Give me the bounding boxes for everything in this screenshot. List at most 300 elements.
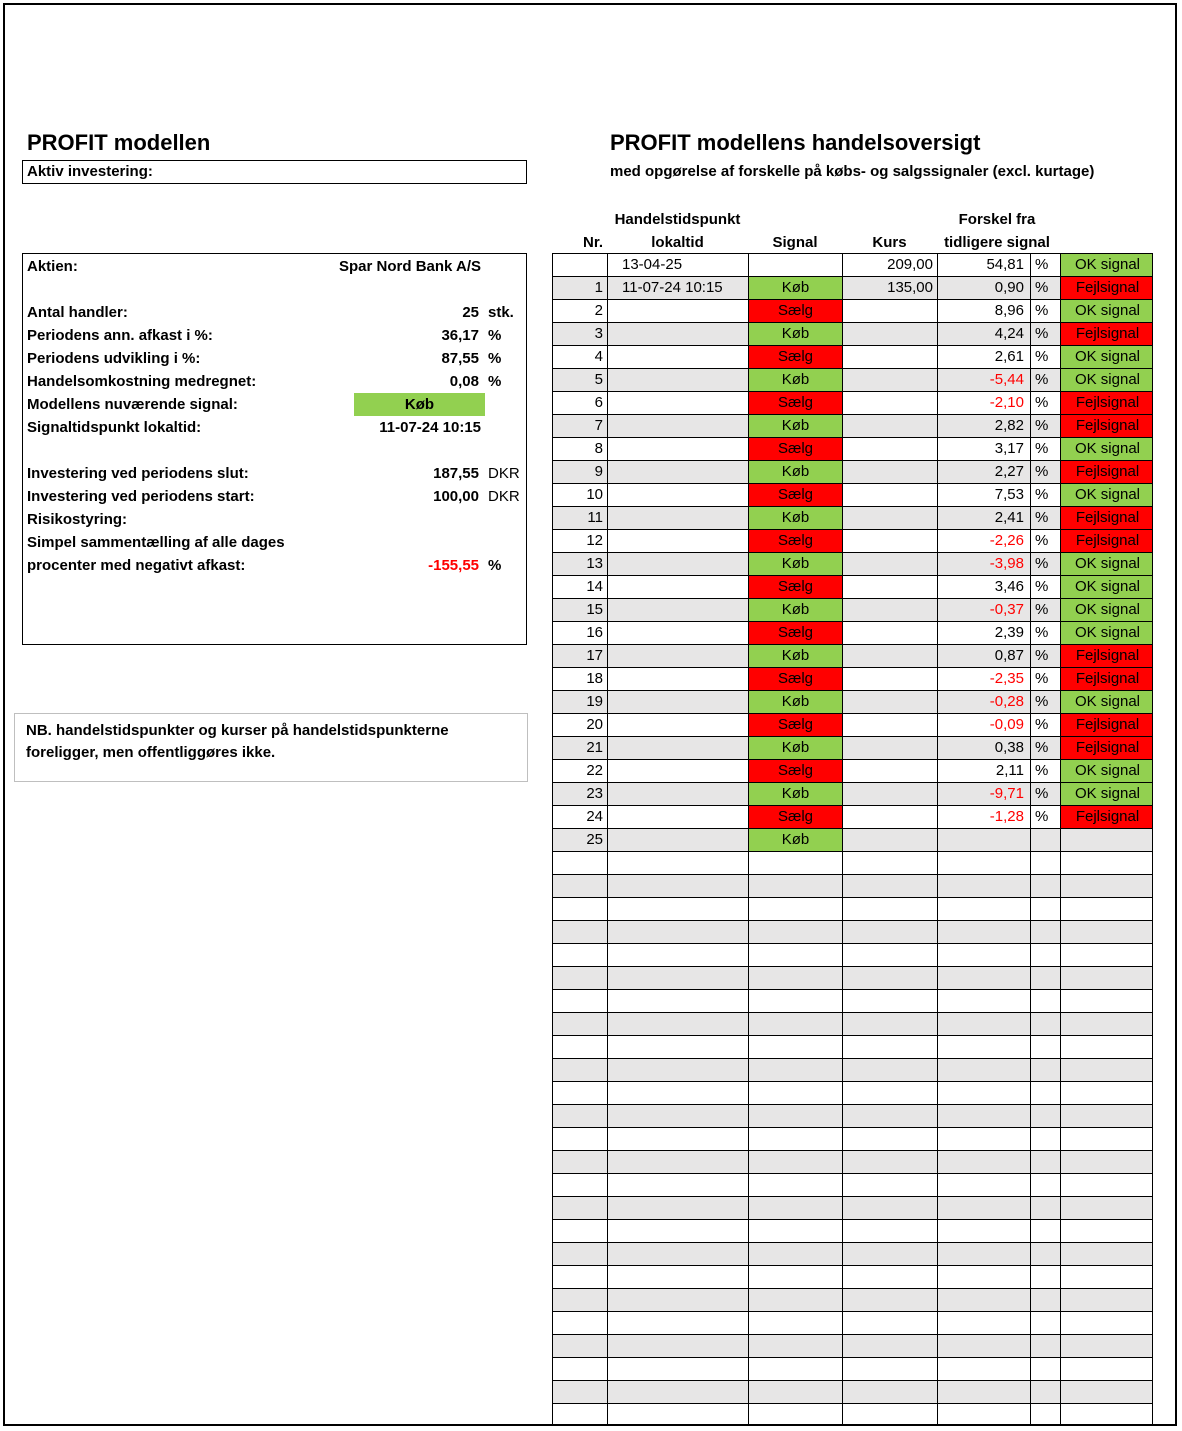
cell-kurs[interactable] <box>843 1289 938 1311</box>
cell-diff[interactable] <box>938 1243 1031 1265</box>
cell-diff[interactable] <box>938 829 1031 851</box>
cell-pct[interactable]: % <box>1031 346 1061 368</box>
cell-status[interactable]: Fejlsignal <box>1061 507 1153 529</box>
cell-kurs[interactable] <box>843 806 938 828</box>
cell-signal[interactable]: Sælg <box>749 714 843 736</box>
cell-signal[interactable]: Sælg <box>749 438 843 460</box>
cell-diff[interactable]: 8,96 <box>938 300 1031 322</box>
cell-diff[interactable] <box>938 967 1031 989</box>
cell-diff[interactable] <box>938 1335 1031 1357</box>
cell-time[interactable] <box>608 760 749 782</box>
cell-pct[interactable] <box>1031 1036 1061 1058</box>
cell-pct[interactable] <box>1031 1312 1061 1334</box>
cell-time[interactable] <box>608 438 749 460</box>
cell-diff[interactable] <box>938 852 1031 874</box>
cell-status[interactable]: Fejlsignal <box>1061 645 1153 667</box>
cell-pct[interactable] <box>1031 875 1061 897</box>
cell-pct[interactable]: % <box>1031 392 1061 414</box>
cell-signal[interactable]: Sælg <box>749 622 843 644</box>
cell-pct[interactable] <box>1031 1105 1061 1127</box>
cell-diff[interactable]: -9,71 <box>938 783 1031 805</box>
cell-diff[interactable] <box>938 1013 1031 1035</box>
cell-time[interactable] <box>608 1174 749 1196</box>
cell-signal[interactable]: Køb <box>749 323 843 345</box>
cell-status[interactable]: OK signal <box>1061 369 1153 391</box>
cell-kurs[interactable] <box>843 415 938 437</box>
cell-time[interactable] <box>608 1381 749 1403</box>
cell-pct[interactable]: % <box>1031 645 1061 667</box>
cell-nr[interactable] <box>553 1381 608 1403</box>
cell-kurs[interactable] <box>843 921 938 943</box>
cell-signal[interactable]: Sælg <box>749 576 843 598</box>
cell-time[interactable] <box>608 806 749 828</box>
cell-time[interactable] <box>608 484 749 506</box>
cell-status[interactable]: OK signal <box>1061 254 1153 276</box>
cell-signal[interactable] <box>749 1381 843 1403</box>
cell-status[interactable]: OK signal <box>1061 691 1153 713</box>
cell-kurs[interactable] <box>843 668 938 690</box>
cell-status[interactable] <box>1061 1174 1153 1196</box>
cell-time[interactable] <box>608 1197 749 1219</box>
cell-kurs[interactable] <box>843 852 938 874</box>
cell-kurs[interactable] <box>843 875 938 897</box>
cell-diff[interactable] <box>938 1266 1031 1288</box>
cell-pct[interactable]: % <box>1031 530 1061 552</box>
cell-time[interactable] <box>608 1105 749 1127</box>
cell-pct[interactable] <box>1031 1197 1061 1219</box>
cell-pct[interactable]: % <box>1031 277 1061 299</box>
cell-pct[interactable]: % <box>1031 323 1061 345</box>
cell-kurs[interactable] <box>843 599 938 621</box>
cell-nr[interactable]: 19 <box>553 691 608 713</box>
cell-kurs[interactable]: 209,00 <box>843 254 938 276</box>
cell-status[interactable] <box>1061 1404 1153 1426</box>
cell-diff[interactable]: -3,98 <box>938 553 1031 575</box>
cell-pct[interactable]: % <box>1031 461 1061 483</box>
cell-nr[interactable] <box>553 1358 608 1380</box>
cell-signal[interactable]: Sælg <box>749 530 843 552</box>
cell-kurs[interactable] <box>843 1059 938 1081</box>
cell-signal[interactable]: Sælg <box>749 668 843 690</box>
cell-diff[interactable]: 2,41 <box>938 507 1031 529</box>
cell-nr[interactable]: 4 <box>553 346 608 368</box>
cell-diff[interactable] <box>938 898 1031 920</box>
cell-signal[interactable] <box>749 254 843 276</box>
cell-status[interactable]: Fejlsignal <box>1061 277 1153 299</box>
cell-pct[interactable]: % <box>1031 599 1061 621</box>
cell-nr[interactable]: 9 <box>553 461 608 483</box>
cell-signal[interactable] <box>749 1082 843 1104</box>
cell-status[interactable]: OK signal <box>1061 553 1153 575</box>
cell-kurs[interactable] <box>843 461 938 483</box>
cell-time[interactable] <box>608 990 749 1012</box>
cell-pct[interactable] <box>1031 1243 1061 1265</box>
cell-nr[interactable]: 17 <box>553 645 608 667</box>
cell-signal[interactable]: Køb <box>749 461 843 483</box>
cell-time[interactable] <box>608 967 749 989</box>
cell-signal[interactable] <box>749 1059 843 1081</box>
cell-diff[interactable] <box>938 921 1031 943</box>
cell-signal[interactable] <box>749 1174 843 1196</box>
cell-nr[interactable]: 5 <box>553 369 608 391</box>
cell-diff[interactable]: 0,87 <box>938 645 1031 667</box>
cell-time[interactable] <box>608 737 749 759</box>
cell-nr[interactable]: 22 <box>553 760 608 782</box>
cell-nr[interactable] <box>553 921 608 943</box>
cell-signal[interactable]: Køb <box>749 277 843 299</box>
cell-diff[interactable]: -5,44 <box>938 369 1031 391</box>
cell-pct[interactable] <box>1031 967 1061 989</box>
cell-status[interactable] <box>1061 1036 1153 1058</box>
cell-kurs[interactable] <box>843 346 938 368</box>
cell-pct[interactable] <box>1031 1174 1061 1196</box>
cell-diff[interactable] <box>938 1105 1031 1127</box>
cell-diff[interactable]: 4,24 <box>938 323 1031 345</box>
cell-nr[interactable] <box>553 1105 608 1127</box>
cell-signal[interactable]: Køb <box>749 553 843 575</box>
cell-time[interactable] <box>608 599 749 621</box>
cell-diff[interactable]: 2,27 <box>938 461 1031 483</box>
cell-kurs[interactable] <box>843 576 938 598</box>
cell-time[interactable] <box>608 1151 749 1173</box>
cell-time[interactable] <box>608 783 749 805</box>
cell-time[interactable] <box>608 944 749 966</box>
cell-kurs[interactable] <box>843 1312 938 1334</box>
cell-status[interactable]: Fejlsignal <box>1061 806 1153 828</box>
cell-diff[interactable] <box>938 1151 1031 1173</box>
cell-nr[interactable]: 7 <box>553 415 608 437</box>
cell-status[interactable] <box>1061 1220 1153 1242</box>
cell-status[interactable]: Fejlsignal <box>1061 530 1153 552</box>
cell-nr[interactable]: 12 <box>553 530 608 552</box>
cell-pct[interactable] <box>1031 1358 1061 1380</box>
cell-status[interactable]: OK signal <box>1061 484 1153 506</box>
cell-status[interactable]: Fejlsignal <box>1061 461 1153 483</box>
cell-time[interactable] <box>608 852 749 874</box>
cell-pct[interactable]: % <box>1031 783 1061 805</box>
cell-kurs[interactable] <box>843 553 938 575</box>
cell-time[interactable] <box>608 1220 749 1242</box>
cell-pct[interactable]: % <box>1031 622 1061 644</box>
cell-nr[interactable]: 23 <box>553 783 608 805</box>
cell-diff[interactable] <box>938 1289 1031 1311</box>
cell-pct[interactable]: % <box>1031 300 1061 322</box>
cell-diff[interactable]: 0,90 <box>938 277 1031 299</box>
cell-kurs[interactable] <box>843 1197 938 1219</box>
cell-kurs[interactable] <box>843 1151 938 1173</box>
cell-diff[interactable]: 2,82 <box>938 415 1031 437</box>
cell-nr[interactable] <box>553 990 608 1012</box>
cell-diff[interactable] <box>938 1220 1031 1242</box>
cell-diff[interactable] <box>938 1381 1031 1403</box>
cell-time[interactable]: 13-04-25 <box>608 254 749 276</box>
cell-diff[interactable]: 2,39 <box>938 622 1031 644</box>
cell-kurs[interactable] <box>843 484 938 506</box>
cell-kurs[interactable] <box>843 1013 938 1035</box>
cell-pct[interactable]: % <box>1031 484 1061 506</box>
cell-kurs[interactable] <box>843 783 938 805</box>
cell-status[interactable]: OK signal <box>1061 760 1153 782</box>
cell-signal[interactable]: Køb <box>749 369 843 391</box>
cell-diff[interactable]: -2,26 <box>938 530 1031 552</box>
cell-status[interactable] <box>1061 1312 1153 1334</box>
cell-nr[interactable] <box>553 1312 608 1334</box>
cell-kurs[interactable] <box>843 507 938 529</box>
cell-nr[interactable] <box>553 1082 608 1104</box>
cell-signal[interactable]: Køb <box>749 507 843 529</box>
cell-signal[interactable] <box>749 1013 843 1035</box>
cell-signal[interactable]: Sælg <box>749 346 843 368</box>
cell-signal[interactable] <box>749 1289 843 1311</box>
cell-status[interactable] <box>1061 1197 1153 1219</box>
cell-kurs[interactable] <box>843 530 938 552</box>
cell-nr[interactable] <box>553 1151 608 1173</box>
cell-status[interactable] <box>1061 1013 1153 1035</box>
cell-nr[interactable] <box>553 898 608 920</box>
cell-kurs[interactable] <box>843 760 938 782</box>
cell-pct[interactable] <box>1031 1082 1061 1104</box>
cell-diff[interactable]: 0,38 <box>938 737 1031 759</box>
cell-nr[interactable]: 21 <box>553 737 608 759</box>
cell-time[interactable] <box>608 1059 749 1081</box>
cell-kurs[interactable] <box>843 1174 938 1196</box>
cell-time[interactable] <box>608 1128 749 1150</box>
cell-time[interactable] <box>608 714 749 736</box>
cell-pct[interactable] <box>1031 1059 1061 1081</box>
cell-kurs[interactable] <box>843 645 938 667</box>
cell-signal[interactable] <box>749 944 843 966</box>
cell-diff[interactable]: 54,81 <box>938 254 1031 276</box>
cell-pct[interactable]: % <box>1031 760 1061 782</box>
cell-time[interactable] <box>608 898 749 920</box>
cell-time[interactable] <box>608 1082 749 1104</box>
cell-signal[interactable]: Køb <box>749 691 843 713</box>
cell-diff[interactable] <box>938 1312 1031 1334</box>
cell-status[interactable] <box>1061 990 1153 1012</box>
cell-status[interactable] <box>1061 1128 1153 1150</box>
cell-time[interactable] <box>608 415 749 437</box>
cell-pct[interactable]: % <box>1031 507 1061 529</box>
cell-kurs[interactable] <box>843 829 938 851</box>
cell-diff[interactable] <box>938 1036 1031 1058</box>
cell-signal[interactable]: Køb <box>749 783 843 805</box>
cell-status[interactable] <box>1061 1243 1153 1265</box>
cell-time[interactable] <box>608 461 749 483</box>
cell-signal[interactable]: Sælg <box>749 484 843 506</box>
cell-status[interactable] <box>1061 1381 1153 1403</box>
cell-signal[interactable] <box>749 1312 843 1334</box>
cell-time[interactable] <box>608 1036 749 1058</box>
cell-signal[interactable] <box>749 1358 843 1380</box>
cell-status[interactable]: OK signal <box>1061 576 1153 598</box>
cell-nr[interactable]: 8 <box>553 438 608 460</box>
cell-diff[interactable] <box>938 875 1031 897</box>
cell-signal[interactable] <box>749 852 843 874</box>
cell-signal[interactable] <box>749 1128 843 1150</box>
cell-signal[interactable] <box>749 1243 843 1265</box>
cell-signal[interactable]: Sælg <box>749 300 843 322</box>
cell-nr[interactable] <box>553 1243 608 1265</box>
cell-signal[interactable]: Sælg <box>749 760 843 782</box>
cell-nr[interactable]: 3 <box>553 323 608 345</box>
cell-pct[interactable]: % <box>1031 438 1061 460</box>
cell-kurs[interactable] <box>843 1381 938 1403</box>
cell-signal[interactable] <box>749 921 843 943</box>
cell-kurs[interactable] <box>843 300 938 322</box>
cell-signal[interactable] <box>749 1266 843 1288</box>
cell-kurs[interactable] <box>843 622 938 644</box>
cell-signal[interactable] <box>749 1036 843 1058</box>
cell-status[interactable]: OK signal <box>1061 300 1153 322</box>
cell-kurs[interactable] <box>843 369 938 391</box>
cell-status[interactable] <box>1061 1105 1153 1127</box>
cell-pct[interactable]: % <box>1031 553 1061 575</box>
cell-status[interactable] <box>1061 1151 1153 1173</box>
cell-nr[interactable] <box>553 875 608 897</box>
cell-status[interactable] <box>1061 829 1153 851</box>
cell-nr[interactable] <box>553 1059 608 1081</box>
cell-time[interactable] <box>608 530 749 552</box>
cell-status[interactable]: OK signal <box>1061 783 1153 805</box>
cell-status[interactable]: Fejlsignal <box>1061 668 1153 690</box>
cell-time[interactable] <box>608 1013 749 1035</box>
cell-kurs[interactable] <box>843 1082 938 1104</box>
cell-status[interactable]: OK signal <box>1061 622 1153 644</box>
cell-pct[interactable]: % <box>1031 668 1061 690</box>
cell-time[interactable] <box>608 1266 749 1288</box>
cell-kurs[interactable] <box>843 1335 938 1357</box>
cell-kurs[interactable] <box>843 1105 938 1127</box>
cell-nr[interactable] <box>553 1289 608 1311</box>
cell-nr[interactable] <box>553 944 608 966</box>
cell-diff[interactable]: -1,28 <box>938 806 1031 828</box>
cell-pct[interactable] <box>1031 944 1061 966</box>
cell-signal[interactable]: Køb <box>749 645 843 667</box>
cell-time[interactable] <box>608 346 749 368</box>
cell-nr[interactable]: 25 <box>553 829 608 851</box>
cell-status[interactable]: Fejlsignal <box>1061 714 1153 736</box>
cell-signal[interactable] <box>749 1335 843 1357</box>
cell-signal[interactable]: Køb <box>749 599 843 621</box>
cell-nr[interactable]: 14 <box>553 576 608 598</box>
cell-kurs[interactable]: 135,00 <box>843 277 938 299</box>
cell-time[interactable] <box>608 829 749 851</box>
cell-signal[interactable] <box>749 1220 843 1242</box>
cell-signal[interactable] <box>749 1197 843 1219</box>
cell-status[interactable]: OK signal <box>1061 438 1153 460</box>
cell-nr[interactable]: 13 <box>553 553 608 575</box>
cell-pct[interactable]: % <box>1031 714 1061 736</box>
cell-diff[interactable]: -0,37 <box>938 599 1031 621</box>
cell-diff[interactable] <box>938 1358 1031 1380</box>
cell-pct[interactable]: % <box>1031 369 1061 391</box>
cell-kurs[interactable] <box>843 990 938 1012</box>
cell-time[interactable] <box>608 1404 749 1426</box>
cell-nr[interactable] <box>553 1335 608 1357</box>
cell-status[interactable]: Fejlsignal <box>1061 323 1153 345</box>
cell-pct[interactable] <box>1031 1128 1061 1150</box>
cell-pct[interactable] <box>1031 1266 1061 1288</box>
cell-pct[interactable] <box>1031 829 1061 851</box>
cell-time[interactable] <box>608 576 749 598</box>
cell-pct[interactable] <box>1031 1151 1061 1173</box>
cell-nr[interactable]: 1 <box>553 277 608 299</box>
cell-nr[interactable] <box>553 852 608 874</box>
cell-kurs[interactable] <box>843 1036 938 1058</box>
cell-diff[interactable]: 3,46 <box>938 576 1031 598</box>
cell-kurs[interactable] <box>843 1220 938 1242</box>
cell-pct[interactable] <box>1031 852 1061 874</box>
cell-nr[interactable]: 6 <box>553 392 608 414</box>
cell-nr[interactable] <box>553 1013 608 1035</box>
cell-time[interactable] <box>608 1335 749 1357</box>
cell-nr[interactable]: 24 <box>553 806 608 828</box>
cell-kurs[interactable] <box>843 392 938 414</box>
cell-pct[interactable] <box>1031 921 1061 943</box>
cell-signal[interactable]: Sælg <box>749 806 843 828</box>
cell-diff[interactable]: -2,35 <box>938 668 1031 690</box>
cell-pct[interactable]: % <box>1031 576 1061 598</box>
cell-nr[interactable]: 18 <box>553 668 608 690</box>
cell-kurs[interactable] <box>843 1128 938 1150</box>
cell-signal[interactable] <box>749 1105 843 1127</box>
cell-nr[interactable]: 20 <box>553 714 608 736</box>
cell-time[interactable] <box>608 1312 749 1334</box>
cell-status[interactable] <box>1061 852 1153 874</box>
cell-diff[interactable] <box>938 1404 1031 1426</box>
cell-status[interactable] <box>1061 1082 1153 1104</box>
cell-signal[interactable] <box>749 875 843 897</box>
cell-signal[interactable] <box>749 1151 843 1173</box>
cell-diff[interactable]: -2,10 <box>938 392 1031 414</box>
cell-diff[interactable]: -0,28 <box>938 691 1031 713</box>
cell-nr[interactable] <box>553 1266 608 1288</box>
cell-diff[interactable] <box>938 1174 1031 1196</box>
cell-time[interactable] <box>608 553 749 575</box>
cell-status[interactable] <box>1061 1289 1153 1311</box>
cell-nr[interactable] <box>553 254 608 276</box>
cell-kurs[interactable] <box>843 1243 938 1265</box>
cell-pct[interactable] <box>1031 1013 1061 1035</box>
cell-status[interactable] <box>1061 1266 1153 1288</box>
cell-nr[interactable] <box>553 1128 608 1150</box>
cell-time[interactable] <box>608 300 749 322</box>
cell-diff[interactable] <box>938 1197 1031 1219</box>
cell-pct[interactable] <box>1031 1289 1061 1311</box>
cell-kurs[interactable] <box>843 1358 938 1380</box>
active-investment-field[interactable]: Aktiv investering: <box>22 160 527 184</box>
cell-pct[interactable] <box>1031 1404 1061 1426</box>
cell-diff[interactable]: 3,17 <box>938 438 1031 460</box>
cell-nr[interactable] <box>553 967 608 989</box>
cell-time[interactable] <box>608 668 749 690</box>
cell-status[interactable] <box>1061 967 1153 989</box>
cell-diff[interactable]: 7,53 <box>938 484 1031 506</box>
cell-time[interactable] <box>608 1289 749 1311</box>
cell-status[interactable]: OK signal <box>1061 346 1153 368</box>
cell-status[interactable] <box>1061 898 1153 920</box>
cell-diff[interactable] <box>938 1128 1031 1150</box>
cell-signal[interactable]: Køb <box>749 829 843 851</box>
cell-status[interactable]: Fejlsignal <box>1061 392 1153 414</box>
cell-status[interactable]: Fejlsignal <box>1061 415 1153 437</box>
cell-time[interactable] <box>608 392 749 414</box>
cell-pct[interactable]: % <box>1031 806 1061 828</box>
cell-status[interactable] <box>1061 1358 1153 1380</box>
cell-time[interactable] <box>608 875 749 897</box>
cell-status[interactable] <box>1061 1059 1153 1081</box>
cell-kurs[interactable] <box>843 944 938 966</box>
